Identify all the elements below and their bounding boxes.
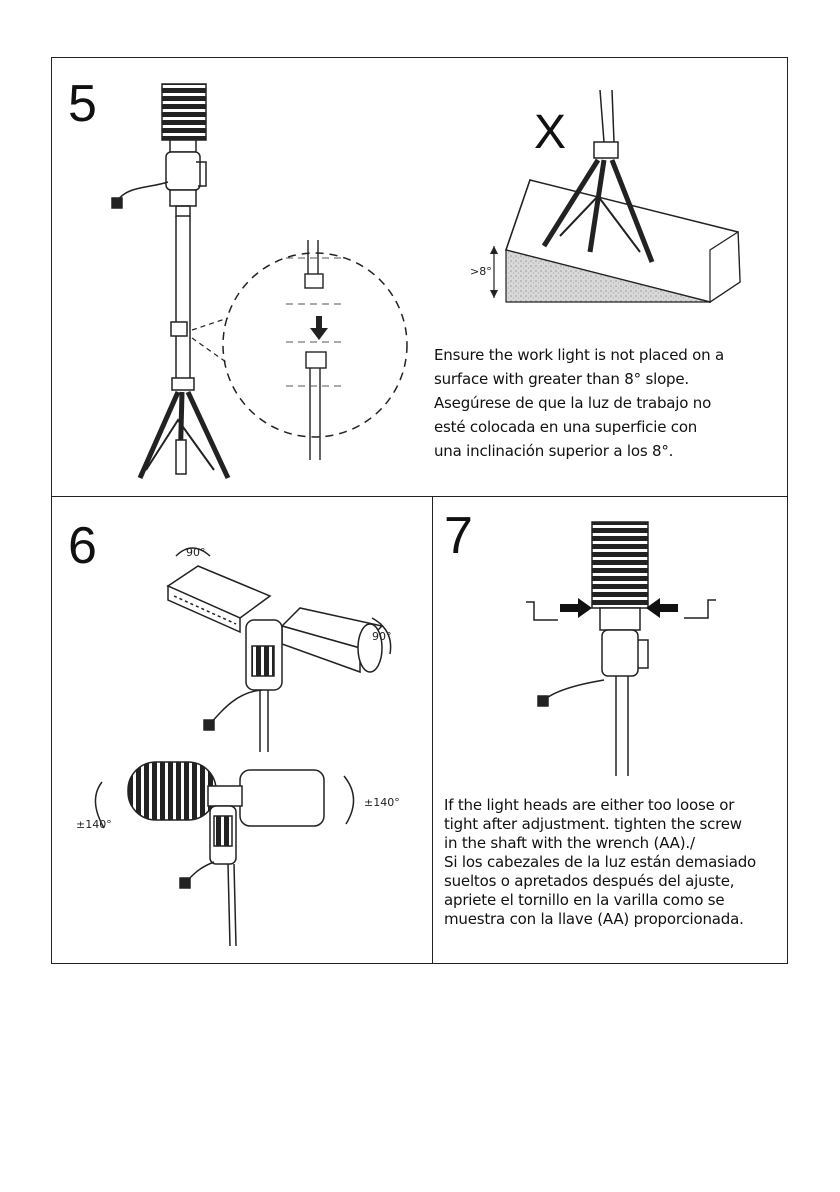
tilt-right-label: ±140° xyxy=(364,796,400,809)
step-5-number: 5 xyxy=(68,75,97,133)
wrench-illustration xyxy=(526,522,716,776)
slope-warning-illustration xyxy=(470,90,740,302)
warning-x-mark: X xyxy=(534,106,567,159)
slope-warning-text: Ensure the work light is not placed on a surface with greater than 8° slope. Asegúrese de que la luz de trabajo no esté colocada en una superficie con una inclinación superior a los 8°. xyxy=(434,346,724,460)
tighten-instruction-text: If the light heads are either too loose or tight after adjustment. tighten the screw in the shaft with the wrench (AA)./ Si los cabezales de la luz están demasiado sueltos o apretados después del ajuste, apriete el tornillo en la varilla como se muestra con la llave (AA) proporcionada. xyxy=(444,796,756,928)
step-7-number: 7 xyxy=(444,507,473,565)
zoom-detail xyxy=(192,240,407,460)
tripod-light-illustration xyxy=(112,84,228,478)
step-6-number: 6 xyxy=(68,517,97,575)
rotate-top-label: 90° xyxy=(186,546,206,559)
rotation-illustration xyxy=(95,548,390,946)
rotate-right-label: 90° xyxy=(372,630,392,643)
arrow-left-icon xyxy=(646,598,678,618)
arrow-right-icon xyxy=(560,598,592,618)
tilt-left-label: ±140° xyxy=(76,818,112,831)
slope-angle-label: >8° xyxy=(470,265,492,278)
